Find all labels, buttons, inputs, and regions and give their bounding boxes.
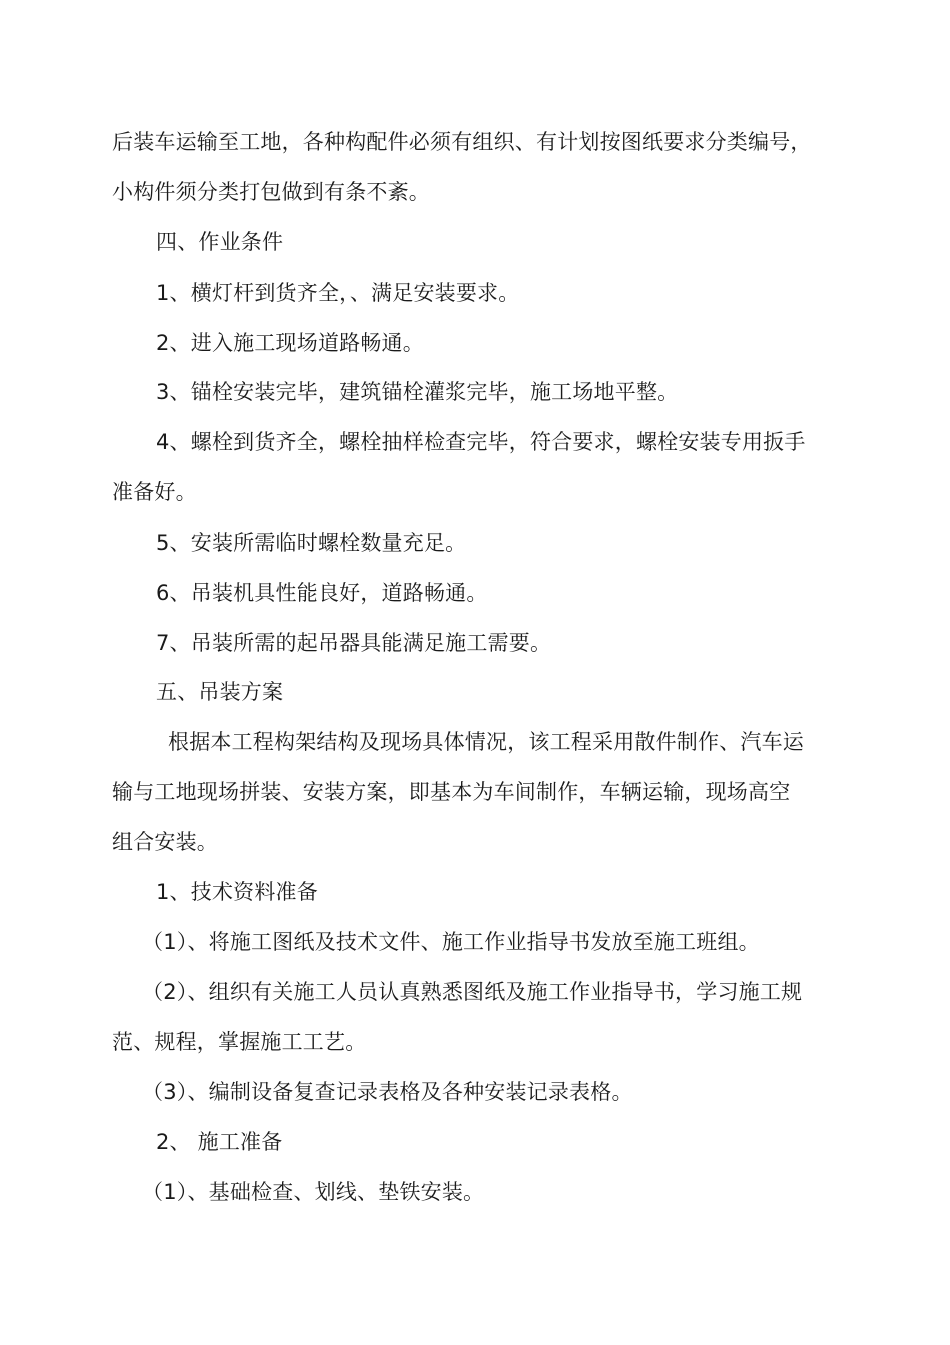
list-item-condition-5: 5、安装所需临时螺栓数量充足。 — [156, 531, 467, 555]
section-heading-work-conditions: 四、作业条件 — [156, 230, 284, 254]
list-item-condition-6: 6、吊装机具性能良好，道路畅通。 — [156, 581, 488, 605]
list-item-prep-1: （1）、基础检查、划线、垫铁安装。 — [142, 1180, 485, 1204]
paragraph-plan-line-2: 输与工地现场拼装、安装方案，即基本为车间制作，车辆运输，现场高空 — [112, 780, 791, 804]
list-item-condition-4-cont: 准备好。 — [112, 480, 197, 504]
list-item-tech-3: （3）、编制设备复查记录表格及各种安装记录表格。 — [142, 1080, 633, 1104]
list-item-condition-2: 2、进入施工现场道路畅通。 — [156, 331, 424, 355]
paragraph-plan-line-1: 根据本工程构架结构及现场具体情况，该工程采用散件制作、汽车运 — [168, 730, 804, 754]
list-item-tech-2: （2）、组织有关施工人员认真熟悉图纸及施工作业指导书，学习施工规 — [142, 980, 803, 1004]
text-line-1: 后装车运输至工地，各种构配件必须有组织、有计划按图纸要求分类编号， — [112, 130, 812, 154]
section-heading-lifting-plan: 五、吊装方案 — [156, 680, 284, 704]
text-line-2: 小构件须分类打包做到有条不紊。 — [112, 180, 430, 204]
subheading-construction-prep: 2、 施工准备 — [156, 1130, 283, 1154]
list-item-condition-1: 1、横灯杆到货齐全，、满足安装要求。 — [156, 281, 520, 305]
list-item-condition-4: 4、螺栓到货齐全，螺栓抽样检查完毕，符合要求，螺栓安装专用扳手 — [156, 430, 806, 454]
list-item-tech-2-cont: 范、规程，掌握施工工艺。 — [112, 1030, 367, 1054]
paragraph-plan-line-3: 组合安装。 — [112, 830, 218, 854]
list-item-tech-1: （1）、将施工图纸及技术文件、施工作业指导书发放至施工班组。 — [142, 930, 760, 954]
list-item-condition-7: 7、吊装所需的起吊器具能满足施工需要。 — [156, 631, 552, 655]
list-item-condition-3: 3、锚栓安装完毕，建筑锚栓灌浆完毕，施工场地平整。 — [156, 380, 679, 404]
subheading-tech-docs: 1、技术资料准备 — [156, 880, 318, 904]
